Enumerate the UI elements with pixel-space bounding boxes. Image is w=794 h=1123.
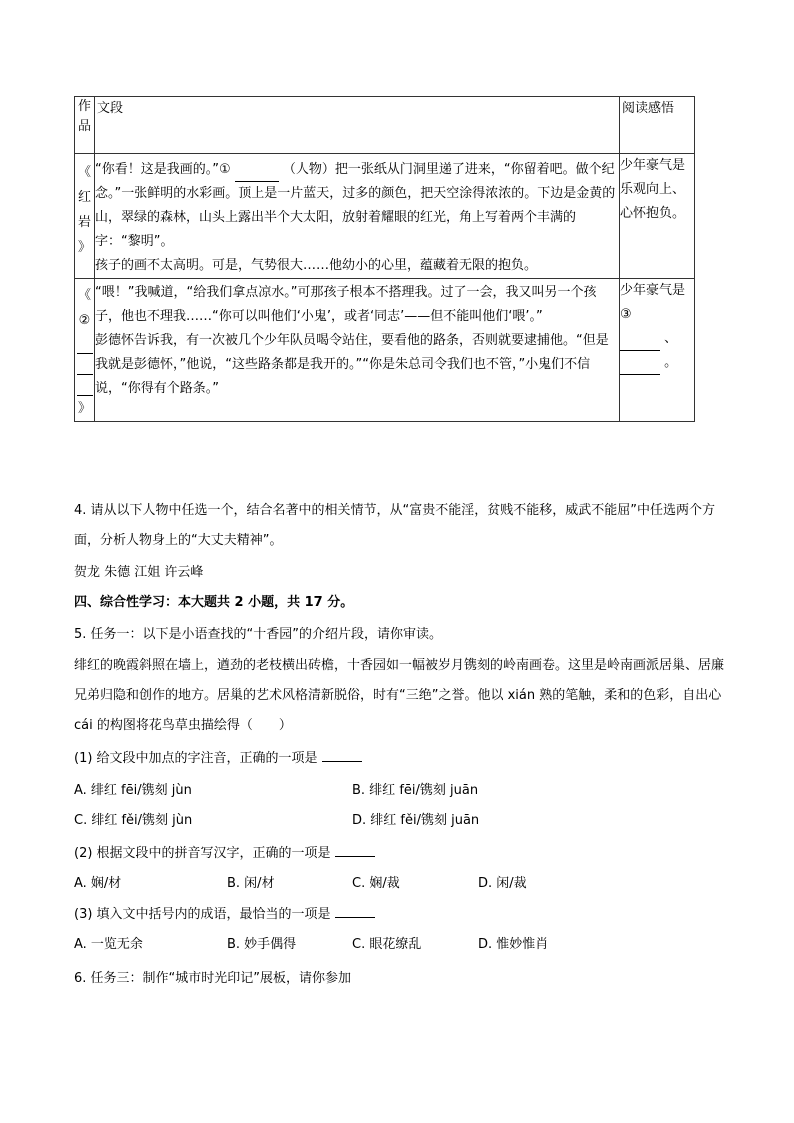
option-1d[interactable]: D. 绯红 fěi/镌刻 juān bbox=[352, 813, 480, 828]
table-row-hongyan bbox=[75, 154, 695, 279]
sub-question-3 bbox=[74, 900, 724, 930]
question-4-text: 4. 请从以下人物中任选一个，结合名著中的相关情节，从“富贵不能淫，贫贱不能移，威武不能屈”中任选两个方面，分析人物身上的“大丈夫精神”。 bbox=[74, 503, 716, 548]
work-char: 岩 bbox=[77, 215, 91, 230]
feeling-cell-1 bbox=[620, 154, 695, 279]
option-3b[interactable]: B. 妙手偶得 bbox=[227, 937, 297, 952]
answer-blank-3a[interactable] bbox=[620, 334, 660, 351]
work-cell-1 bbox=[75, 154, 95, 279]
feeling-2b: 、 bbox=[664, 331, 678, 346]
question-5-passage bbox=[74, 651, 724, 741]
work-char: 》 bbox=[77, 240, 91, 255]
answer-blank[interactable] bbox=[335, 903, 375, 918]
table-row-red-star bbox=[75, 279, 695, 422]
reading-table bbox=[74, 96, 695, 422]
work-char: ② bbox=[78, 313, 91, 328]
feeling-1: 少年豪气是乐观向上、心怀抱负。 bbox=[620, 158, 686, 221]
header-feeling-label: 阅读感悟 bbox=[622, 101, 675, 116]
feeling-2c: 。 bbox=[664, 355, 678, 370]
table-header-row bbox=[75, 97, 695, 154]
option-2c[interactable]: C. 娴/裁 bbox=[352, 876, 400, 891]
option-2a[interactable]: A. 娴/材 bbox=[74, 876, 122, 891]
header-work-label: 作品 bbox=[77, 99, 91, 134]
question-4-names bbox=[74, 558, 724, 588]
question-4 bbox=[74, 496, 724, 556]
answer-blank[interactable] bbox=[335, 842, 375, 857]
header-work bbox=[75, 97, 95, 154]
option-1a[interactable]: A. 绯红 fēi/镌刻 jùn bbox=[74, 783, 192, 798]
text-cell-2 bbox=[95, 279, 620, 422]
sub-question-2-text: (2) 根据文段中的拼音写汉字，正确的一项是 bbox=[74, 846, 331, 861]
section-heading bbox=[74, 588, 724, 618]
passage-text: 绯红的晚霞斜照在墙上，遒劲的老枝横出砖檐，十香园如一幅被岁月镌刻的岭南画卷。这里是岭南画派居巢、居廉兄弟归隐和创作的地方。居巢的艺术风格清新脱俗，时有“三绝”之誉。他以 xián 熟的笔触，柔和的色彩，自出心 cái 的构图将花鸟草虫描绘得（ ） bbox=[74, 658, 725, 733]
option-3d[interactable]: D. 惟妙惟肖 bbox=[478, 937, 549, 952]
sub-question-2 bbox=[74, 839, 724, 869]
work-char: 《 bbox=[77, 165, 91, 180]
passage-1a: “你看！这是我画的。”① bbox=[95, 162, 231, 177]
header-feeling bbox=[620, 97, 695, 154]
option-2d[interactable]: D. 闲/裁 bbox=[478, 876, 527, 891]
text-cell-1 bbox=[95, 154, 620, 279]
answer-blank-3b[interactable] bbox=[620, 358, 660, 375]
title-blank-line[interactable] bbox=[77, 354, 93, 375]
character-names: 贺龙 朱德 江姐 许云峰 bbox=[74, 565, 204, 580]
work-char: 》 bbox=[77, 401, 91, 416]
question-6-text: 6. 任务三：制作“城市时光印记”展板，请你参加 bbox=[74, 971, 352, 986]
header-text bbox=[95, 97, 620, 154]
question-5-intro-text: 5. 任务一：以下是小语查找的“十香园”的介绍片段，请你审读。 bbox=[74, 627, 443, 642]
header-text-label: 文段 bbox=[97, 101, 124, 116]
passage-2a: “喂！”我喊道，“给我们拿点凉水。”可那孩子根本不搭理我。过了一会，我又叫另一个孩子，他也不理我……“你可以叫他们‘小鬼’，或者‘同志’——但不能叫他们‘喂’。” bbox=[95, 285, 597, 324]
work-char: 红 bbox=[77, 190, 91, 205]
passage-2b: 彭德怀告诉我，有一次被几个少年队员喝令站住，要看他的路条，否则就要逮捕他。“但是我就是彭德怀，”他说，“这些路条都是我开的。”“你是朱总司令我们也不管，”小鬼们不信说，“你得有个路条。” bbox=[95, 333, 609, 396]
option-1c[interactable]: C. 绯红 fěi/镌刻 jùn bbox=[74, 813, 193, 828]
feeling-2a: 少年豪气是③ bbox=[620, 283, 686, 322]
work-char: 《 bbox=[77, 288, 91, 303]
answer-blank-1[interactable] bbox=[235, 165, 279, 182]
option-3c[interactable]: C. 眼花缭乱 bbox=[352, 937, 422, 952]
sub-question-1 bbox=[74, 744, 724, 774]
passage-1c: 孩子的画不太高明。可是，气势很大……他幼小的心里，蕴藏着无限的抱负。 bbox=[95, 258, 538, 273]
question-5-intro bbox=[74, 620, 724, 650]
section-title: 四、综合性学习：本大题共 2 小题，共 17 分。 bbox=[74, 595, 354, 610]
option-1b[interactable]: B. 绯红 fēi/镌刻 juān bbox=[352, 783, 479, 798]
sub-question-3-text: (3) 填入文中括号内的成语，最恰当的一项是 bbox=[74, 907, 331, 922]
question-6 bbox=[74, 964, 724, 994]
title-blank-line[interactable] bbox=[77, 333, 93, 354]
work-cell-2 bbox=[75, 279, 95, 422]
title-blank-line[interactable] bbox=[77, 375, 93, 396]
sub-question-1-text: (1) 给文段中加点的字注音，正确的一项是 bbox=[74, 751, 318, 766]
option-3a[interactable]: A. 一览无余 bbox=[74, 937, 143, 952]
passage-1b: （人物）把一张纸从门洞里递了进来，“你留着吧。做个纪念。”一张鲜明的水彩画。顶上是一片蓝天，过多的颜色，把天空涂得浓浓的。下边是金黄的山，翠绿的森林，山头上露出半个大太阳，放射着耀眼的红光，角上写着两个丰满的字：“黎明”。 bbox=[95, 162, 616, 249]
feeling-cell-2 bbox=[620, 279, 695, 422]
answer-blank[interactable] bbox=[322, 747, 362, 762]
option-2b[interactable]: B. 闲/材 bbox=[227, 876, 275, 891]
